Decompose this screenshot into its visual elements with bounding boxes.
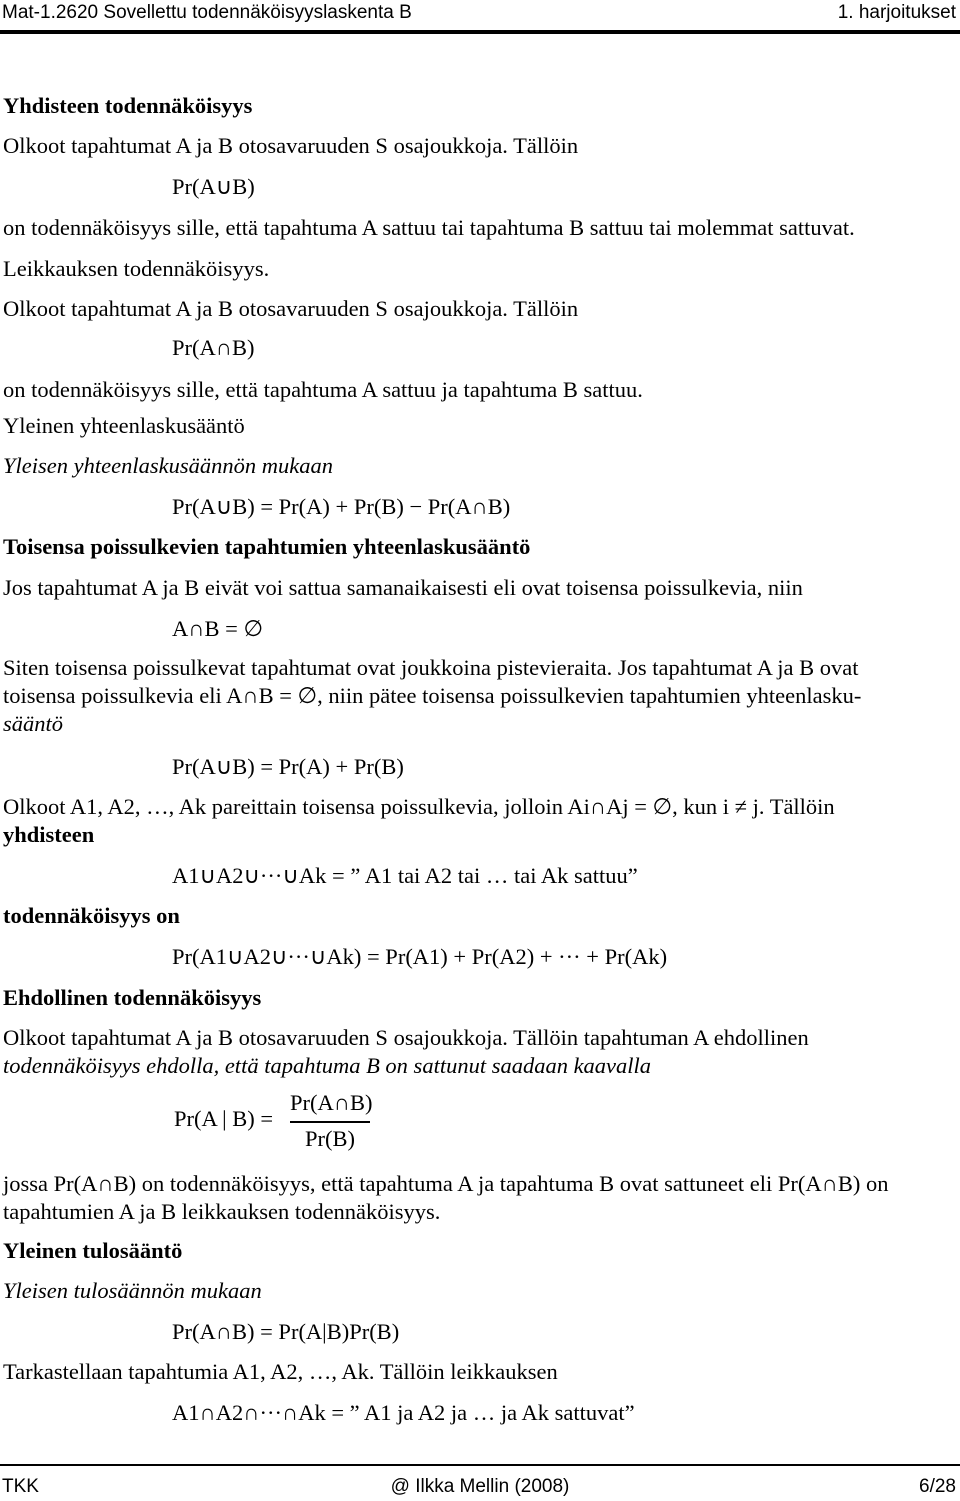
addition-rule-formula: Pr(A∪B) = Pr(A) + Pr(B) − Pr(A∩B) <box>172 494 511 519</box>
disjoint-formula: A∩B = ∅ <box>172 616 264 641</box>
page-footer <box>0 1464 960 1501</box>
section-title: 1. harjoitukset <box>837 2 956 23</box>
footer-rule <box>0 1464 960 1466</box>
heading-conditional: Ehdollinen todennäköisyys <box>3 985 262 1010</box>
course-title: Mat-1.2620 Sovellettu todennäköisyyslaskenta B <box>2 2 412 23</box>
intersection-intro: Olkoot tapahtumat A ja B otosavaruuden S osajoukkoja. Tällöin <box>3 296 579 321</box>
disjoint-paragraph-line3: sääntö <box>3 711 64 736</box>
conditional-denominator: Pr(B) <box>305 1126 355 1151</box>
disjoint-rule-formula: Pr(A∪B) = Pr(A) + Pr(B) <box>172 754 404 779</box>
footer-author: @ Ilkka Mellin (2008) <box>390 1476 570 1497</box>
multi-union-formula: A1∪A2∪···∪Ak = ” A1 tai A2 tai … tai Ak sattuu” <box>172 863 638 888</box>
heading-addition-rule: Yleinen yhteenlaskusääntö <box>3 413 245 438</box>
union-explanation: on todennäköisyys sille, että tapahtuma A sattuu tai tapahtuma B sattuu tai molemmat sattuvat. <box>3 215 855 240</box>
heading-union: Yhdisteen todennäköisyys <box>3 93 253 118</box>
multi-paragraph-line1: Olkoot A1, A2, …, Ak pareittain toisensa poissulkevia, jolloin Ai∩Aj = ∅, kun i ≠ j. Tällöin <box>3 794 835 819</box>
union-formula: Pr(A∪B) <box>172 174 255 199</box>
conditional-paragraph-line3: jossa Pr(A∩B) on todennäköisyys, että tapahtuma A ja tapahtuma B ovat sattuneet eli Pr(A∩B) on <box>3 1171 889 1196</box>
conditional-lhs: Pr(A | B) = <box>174 1106 274 1131</box>
multiplication-rule-formula: Pr(A∩B) = Pr(A|B)Pr(B) <box>172 1319 400 1344</box>
multiplication-paragraph: Tarkastellaan tapahtumia A1, A2, …, Ak. Tällöin leikkauksen <box>3 1359 558 1384</box>
disjoint-paragraph-line2: toisensa poissulkevia eli A∩B = ∅, niin pätee toisensa poissulkevien tapahtumien yhteenlasku- <box>3 683 862 708</box>
footer-page-number: 6/28 <box>919 1476 956 1497</box>
fraction-bar <box>290 1121 370 1123</box>
heading-intersection: Leikkauksen todennäköisyys. <box>3 256 270 281</box>
multiplication-rule-intro: Yleisen tulosäännön mukaan <box>3 1278 262 1303</box>
heading-disjoint-rule: Toisensa poissulkevien tapahtumien yhteenlaskusääntö <box>3 534 531 559</box>
conditional-paragraph-line1: Olkoot tapahtumat A ja B otosavaruuden S osajoukkoja. Tällöin tapahtuman A ehdollinen <box>3 1025 809 1050</box>
multi-paragraph-line3: todennäköisyys on <box>3 903 180 928</box>
conditional-fraction <box>290 1090 373 1154</box>
conditional-paragraph-line2: todennäköisyys ehdolla, että tapahtuma B on sattunut saadaan kaavalla <box>3 1053 652 1078</box>
conditional-paragraph-line4: tapahtumien A ja B leikkauksen todennäköisyys. <box>3 1199 441 1224</box>
disjoint-paragraph-line1: Siten toisensa poissulkevat tapahtumat ovat joukkoina pistevieraita. Jos tapahtumat A ja B ovat <box>3 655 859 680</box>
multi-intersection-formula: A1∩A2∩···∩Ak = ” A1 ja A2 ja … ja Ak sattuvat” <box>172 1400 635 1425</box>
header-rule <box>0 30 960 34</box>
multi-paragraph-line2: yhdisteen <box>3 822 95 847</box>
page-header <box>0 0 960 40</box>
union-intro: Olkoot tapahtumat A ja B otosavaruuden S osajoukkoja. Tällöin <box>3 133 579 158</box>
conditional-numerator: Pr(A∩B) <box>290 1090 373 1115</box>
heading-multiplication-rule: Yleinen tulosääntö <box>3 1238 183 1263</box>
addition-rule-intro: Yleisen yhteenlaskusäännön mukaan <box>3 453 333 478</box>
footer-org: TKK <box>2 1476 39 1497</box>
intersection-formula: Pr(A∩B) <box>172 335 255 360</box>
intersection-explanation: on todennäköisyys sille, että tapahtuma A sattuu ja tapahtuma B sattuu. <box>3 377 643 402</box>
disjoint-intro: Jos tapahtumat A ja B eivät voi sattua samanaikaisesti eli ovat toisensa poissulkevia, niin <box>3 575 803 600</box>
multi-rule-formula: Pr(A1∪A2∪···∪Ak) = Pr(A1) + Pr(A2) + ··· + Pr(Ak) <box>172 944 668 969</box>
